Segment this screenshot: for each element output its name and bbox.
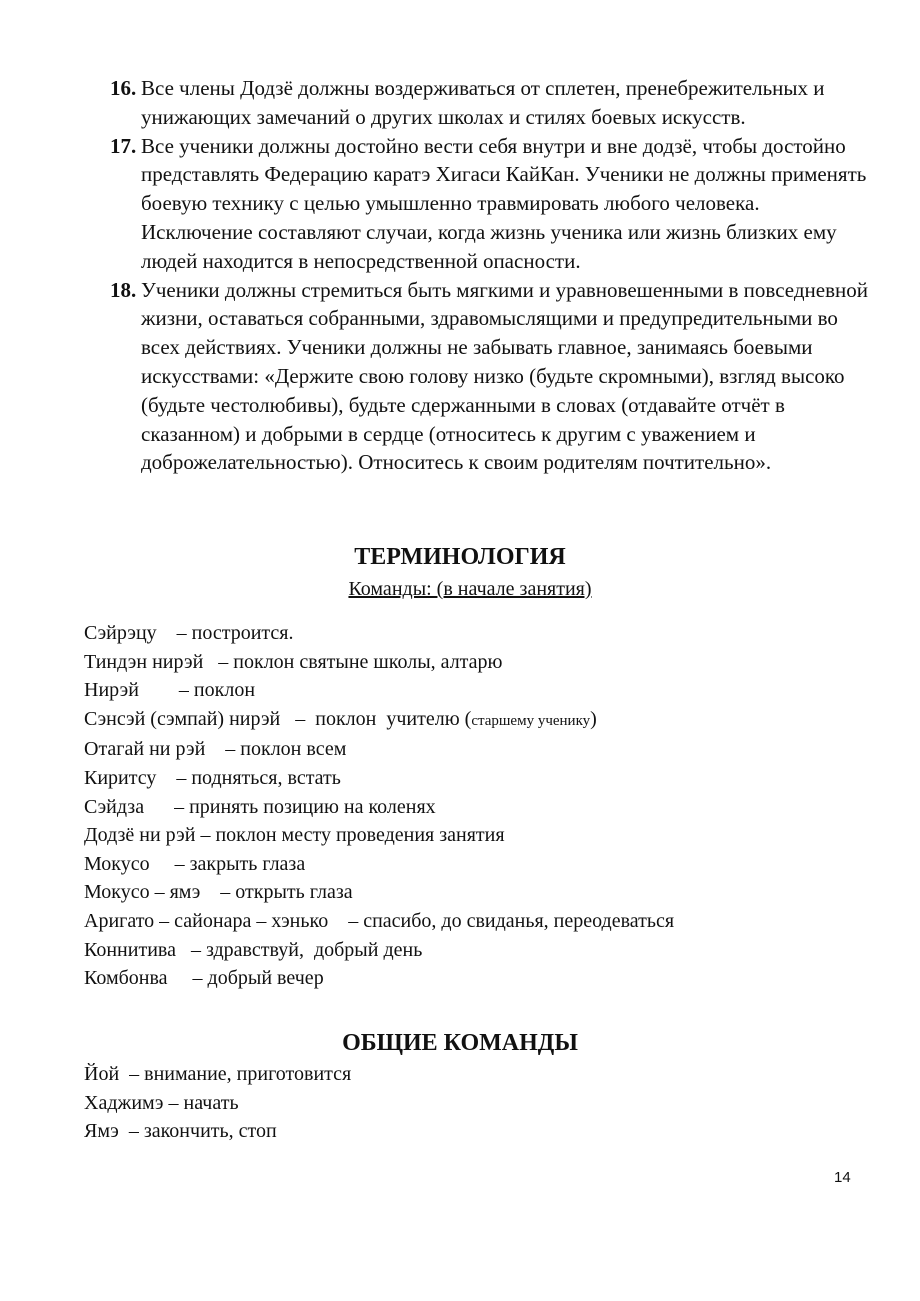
term-note-close: ) (590, 707, 597, 730)
term-line: Комбонва – добрый вечер (84, 967, 324, 990)
general-commands-list (84, 1060, 874, 1146)
term-line: Додзё ни рэй – поклон месту проведения занятия (84, 824, 505, 847)
term-line: Тиндэн нирэй – поклон святыне школы, алтарю (84, 650, 503, 673)
terminology-subheading: Команды: (в начале занятия) (348, 578, 592, 600)
term-line: Сэйдза – принять позицию на коленях (84, 795, 436, 818)
term-line: Йой – внимание, приготовится (84, 1063, 352, 1085)
rule-text: Все члены Додзё должны воздерживаться от сплетен, пренебрежительных и унижающих замечаний о других школах и стилях боевых искусств. (141, 76, 825, 129)
terminology-list (84, 619, 874, 993)
term-line: Ямэ – закончить, стоп (84, 1120, 277, 1143)
rule-text: Ученики должны стремиться быть мягкими и уравновешенными в повседневной жизни, оставаться собранными, здравомыслящими и предупредительными во всех действиях. Ученики должны не забывать главное, занимаясь боевыми искусствами: «Держите свою голову низко (будьте скромными), взгляд высоко (будьте честолюбивы), будьте сдержанными в словах (отдавайте отчёт в сказанном) и добрыми в сердце (относитесь к другим с уважением и доброжелательностью). Относитесь к своим родителям почтительно». (141, 277, 868, 475)
term-line: Киритсу – подняться, встать (84, 766, 341, 789)
term-line: Аригато – сайонара – хэнько – спасибо, до свиданья, переодеваться (84, 909, 675, 932)
rule-text: Все ученики должны достойно вести себя внутри и вне додзё, чтобы достойно представлять Федерацию каратэ Хигаси КайКан. Ученики не должны применять боевую технику с целью умышленно травмировать любого человека. Исключение составляют случаи, когда жизнь ученика или жизнь близких ему людей находится в непосредственной опасности. (141, 133, 867, 273)
page-number: 14 (834, 1169, 851, 1186)
rule-item-18 (110, 276, 870, 478)
term-line: Мокусо – закрыть глаза (84, 852, 306, 875)
general-commands-heading: ОБЩИЕ КОМАНДЫ (342, 1030, 578, 1056)
term-note: старшему ученику (471, 712, 591, 729)
term-line: Отагай ни рэй – поклон всем (84, 738, 347, 761)
rule-item-16 (110, 74, 870, 132)
rule-number: 16. (110, 76, 137, 100)
term-text: Сэнсэй (сэмпай) нирэй – поклон учителю ( (84, 707, 472, 730)
rule-item-17 (110, 132, 870, 276)
term-line: Хаджимэ – начать (84, 1091, 239, 1114)
rule-number: 17. (110, 133, 137, 158)
term-line: Сэйрэцу – построится. (84, 622, 294, 644)
dojo-rules-list (110, 74, 870, 477)
term-line: Нирэй – поклон (84, 679, 256, 702)
term-line: Коннитива – здравствуй, добрый день (84, 938, 423, 961)
term-line-with-note (84, 705, 874, 736)
term-line: Мокусо – ямэ – открыть глаза (84, 881, 353, 904)
rule-number: 18. (110, 277, 137, 302)
terminology-heading: ТЕРМИНОЛОГИЯ (354, 544, 566, 570)
